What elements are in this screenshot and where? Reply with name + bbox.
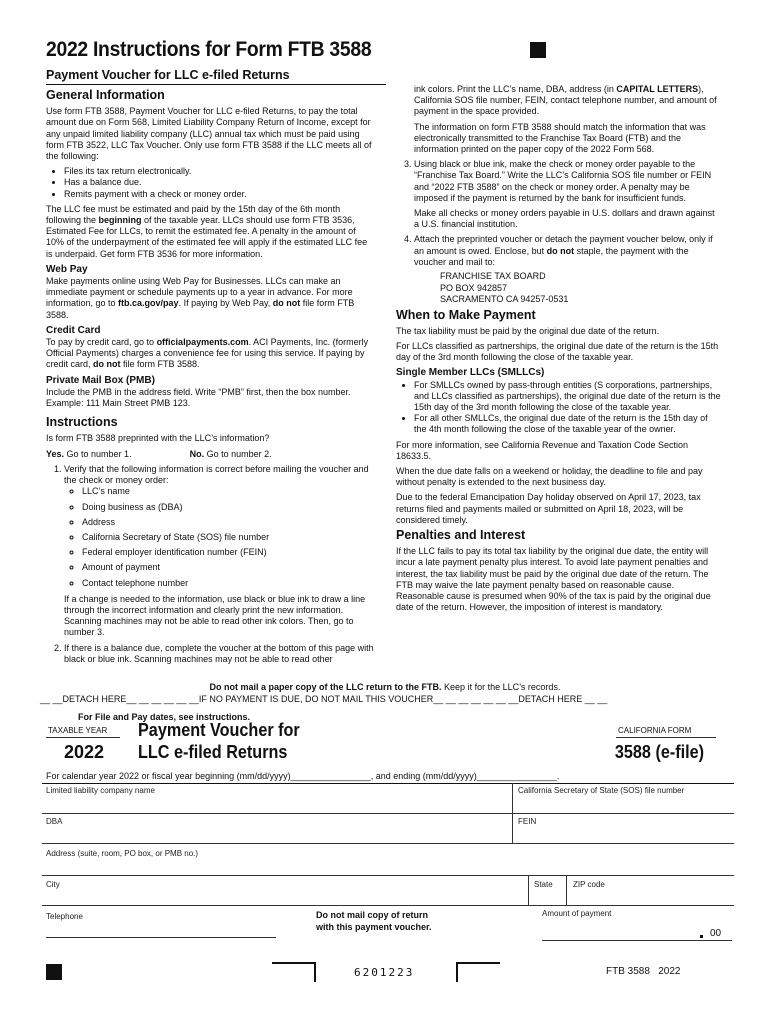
- text-run: of the taxable year. LLCs should use form FTB 3536, Estimated Fee for LLCs, to remit the estimated fee. A penalty in the amount of 10% of the underpayment of the estimated fee will apply if the estimated LLC fee is underpaid. Get form FTB 3536 for more information.: [46, 215, 368, 259]
- city-field[interactable]: [46, 890, 522, 904]
- smllc-paragraph-3: Due to the federal Emancipation Day holiday observed on April 17, 2023, tax returns filed and payments mailed or submitted on April 18, 2023, will be considered timely.: [396, 492, 701, 525]
- sos-number-label: California Secretary of State (SOS) file number: [518, 786, 685, 795]
- amount-field[interactable]: [542, 924, 698, 938]
- llc-name-label: Limited liability company name: [46, 786, 155, 795]
- voucher-title-line-2: LLC e-filed Returns: [138, 742, 288, 762]
- list-item: [414, 234, 722, 305]
- list-item: ◦ Address: [82, 517, 376, 528]
- decimal-point: [700, 935, 703, 938]
- text-run: ink colors. Print the LLC’s name, DBA, address (in: [414, 84, 617, 94]
- item1-note: If a change is needed to the information, use black or blue ink to draw a line through the incorrect information and clearly print the new information. Scanning machines may not be able to read other ink colors. Then, go to number 3.: [64, 593, 366, 638]
- verify-bullet-list: [64, 486, 376, 588]
- page-title: 2022 Instructions for Form FTB 3588: [46, 38, 372, 61]
- list-item: • For SMLLCs owned by pass-through entities (S corporations, partnerships, and LLCs classified as partnerships), the original due date of the return is the 15th day of the 3rd month following the close of the taxable year.: [414, 380, 722, 414]
- no-mail-copy-line-1: Do not mail copy of return: [316, 910, 429, 920]
- california-form-label: CALIFORNIA FORM: [618, 726, 692, 735]
- scan-bracket-left: [272, 962, 316, 982]
- no-mail-copy-line-2: with this payment voucher.: [316, 922, 432, 932]
- general-paragraph-1: Use form FTB 3588, Payment Voucher for LLC e-filed Returns, to pay the total amount due on Form 568, Limited Liability Company Return of Income, except for any unpaid limited liability company (LLC) annual tax which must be paid using form FTB 3522, LLC Tax Voucher. Only use form FTB 3588 if the LLC meets all of the following:: [46, 106, 372, 162]
- list-item: 2. If there is a balance due, complete the voucher at the bottom of this page with black or blue ink. Scanning machines may not be able to read other: [64, 643, 376, 665]
- registration-mark: [530, 42, 546, 58]
- address-line: PO BOX 942857: [440, 282, 508, 293]
- form-code: 6201223: [354, 966, 415, 979]
- address-label: Address (suite, room, PO box, or PMB no.): [46, 849, 199, 858]
- rule: [42, 783, 734, 784]
- instructions-heading: Instructions: [46, 415, 118, 430]
- item2-continued: [396, 84, 722, 118]
- text-run-bold: CAPITAL LETTERS: [616, 84, 699, 94]
- voucher-title-line-1: Payment Voucher for: [138, 720, 300, 740]
- list-item: [414, 159, 722, 230]
- when-paragraph-1: The tax liability must be paid by the original due date of the return.: [396, 325, 660, 336]
- rule: [542, 940, 732, 941]
- list-item: ◦ Amount of payment: [82, 562, 376, 573]
- state-label: State: [534, 880, 553, 889]
- text-run: file form FTB 3588.: [120, 359, 200, 370]
- dba-field[interactable]: [46, 827, 506, 841]
- official-payments-link[interactable]: officialpayments.com: [156, 337, 249, 348]
- text-run: staple, the payment with the voucher and mail to:: [414, 245, 689, 267]
- smllc-paragraph-1: For more information, see California Revenue and Taxation Code Section 18633.5.: [396, 439, 688, 461]
- amount-label: Amount of payment: [542, 909, 612, 918]
- list-item: ◦ California Secretary of State (SOS) file number: [82, 532, 376, 543]
- page-subtitle: Payment Voucher for LLC e-filed Returns: [46, 68, 290, 82]
- tax-year: 2022: [64, 742, 105, 762]
- rule: [42, 905, 734, 906]
- text-run-bold: do not: [272, 298, 301, 309]
- penalties-heading: Penalties and Interest: [396, 528, 526, 542]
- list-item: • Remits payment with a check or money order.: [64, 189, 376, 200]
- title-rule: [46, 84, 386, 85]
- list-item: [64, 464, 376, 639]
- rule: [42, 843, 734, 844]
- text-run: file form FTB 3588.: [46, 298, 355, 320]
- yes-no-line: [46, 449, 376, 460]
- zip-label: ZIP code: [573, 880, 605, 889]
- rule: [42, 813, 734, 814]
- text-run: To pay by credit card, go to: [46, 337, 157, 348]
- llc-name-field[interactable]: [46, 796, 506, 812]
- do-not-mail-note: [0, 682, 770, 692]
- sos-number-field[interactable]: [518, 796, 728, 812]
- list-item: ◦ Doing business as (DBA): [82, 502, 376, 513]
- text-run: The LLC fee must be estimated and paid by the 15th day of the 6th month following the: [46, 203, 341, 226]
- item3-paragraph-2: Make all checks or money orders payable in U.S. dollars and drawn against a U.S. financial institution.: [414, 208, 715, 230]
- credit-card-paragraph: [46, 337, 376, 371]
- text-run: . If paying by Web Pay,: [178, 298, 273, 309]
- text-run: ), California SOS file number, FEIN, contact telephone number, and amount of payment in the space provided.: [414, 84, 717, 117]
- list-item: • For all other SMLLCs, the original due date of the return is the 15th day of the 4th month following the close of the taxable year of the owner.: [414, 413, 722, 435]
- web-pay-heading: Web Pay: [46, 263, 88, 275]
- fein-field[interactable]: [518, 827, 728, 841]
- amount-cents: 00: [710, 928, 722, 939]
- list-item: ◦ Contact telephone number: [82, 578, 376, 589]
- rule: [616, 737, 716, 738]
- text-run: . ACI Payments, Inc. (formerly Official Payments) charges a convenience fee for using this service. If paying by credit card,: [46, 337, 369, 370]
- rule: [566, 875, 567, 905]
- item2-paragraph-2: The information on form FTB 3588 should match the information that was electronically transmitted to the Franchise Tax Board (FTB) and the information printed on the paper copy of the 2022 Form 568.: [414, 121, 706, 155]
- text-run: Make payments online using Web Pay for Businesses. LLCs can make an immediate payment or schedule payments up to a year in advance. For more information, go to: [46, 276, 353, 309]
- address-field[interactable]: [46, 860, 726, 874]
- left-column: [46, 86, 376, 669]
- list-item: ◦ LLC’s name: [82, 486, 376, 497]
- city-label: City: [46, 880, 60, 889]
- state-field[interactable]: [532, 890, 562, 904]
- calendar-year-line: For calendar year 2022 or fiscal year beginning (mm/dd/yyyy)________________, and ending (mm/dd/yyyy)________________.: [46, 771, 560, 781]
- telephone-field[interactable]: [46, 922, 274, 936]
- credit-card-heading: Credit Card: [46, 324, 101, 336]
- text-run: Attach the preprinted voucher or detach the payment voucher below, only if an amount is owed. Enclose, but: [414, 234, 713, 256]
- no-label: No.: [189, 448, 205, 459]
- address-line: SACRAMENTO CA 94257-0531: [440, 294, 569, 305]
- list-item: ◦ Federal employer identification number (FEIN): [82, 547, 376, 558]
- scan-bracket-right: [456, 962, 500, 982]
- taxable-year-label: TAXABLE YEAR: [48, 726, 108, 735]
- pmb-paragraph: Include the PMB in the address field. Write “PMB” first, then the box number. Example: 111 Main Street PMB 123.: [46, 386, 351, 409]
- general-paragraph-2: [46, 204, 376, 260]
- text-run: Keep it for the LLC’s records.: [441, 682, 561, 692]
- telephone-label: Telephone: [46, 912, 83, 921]
- file-pay-note: For File and Pay dates, see instructions.: [78, 712, 251, 722]
- smllc-bullet-list: [396, 380, 722, 436]
- instructions-list-continued: [396, 159, 722, 305]
- web-pay-paragraph: [46, 276, 376, 321]
- rule: [46, 737, 120, 738]
- instructions-question: Is form FTB 3588 preprinted with the LLC’s information?: [46, 433, 270, 444]
- web-pay-link[interactable]: ftb.ca.gov/pay: [118, 298, 179, 309]
- dba-label: DBA: [46, 817, 63, 826]
- text-run-bold: do not: [546, 245, 575, 256]
- address-line: FRANCHISE TAX BOARD: [440, 271, 546, 282]
- smllc-heading: Single Member LLCs (SMLLCs): [396, 367, 545, 379]
- footer-form-id: FTB 3588 2022: [606, 966, 681, 977]
- text-run: Go to number 1.: [64, 448, 132, 459]
- text-run-bold: Do not mail a paper copy of the LLC return to the FTB.: [209, 682, 442, 692]
- rule: [42, 875, 734, 876]
- when-paragraph-2: For LLCs classified as partnerships, the original due date of the return is the 15th day of the 3rd month following the close of the taxable year.: [396, 340, 719, 363]
- rule: [528, 875, 529, 905]
- general-bullet-list: [46, 166, 376, 200]
- detach-line: __ __DETACH HERE__ __ __ __ __ __IF NO PAYMENT IS DUE, DO NOT MAIL THIS VOUCHER__ __ __ __ __ __ __DETACH HERE __ __: [40, 694, 608, 704]
- yes-label: Yes.: [46, 448, 65, 459]
- text-run-bold: beginning: [98, 215, 142, 226]
- rule: [46, 937, 276, 938]
- form-number: 3588 (e-file): [614, 742, 704, 762]
- when-to-pay-heading: When to Make Payment: [396, 307, 536, 322]
- registration-mark: [46, 964, 62, 980]
- text-run: Go to number 2.: [204, 448, 272, 459]
- mailing-address: [440, 271, 722, 306]
- general-information-heading: General Information: [46, 88, 165, 102]
- pmb-heading: Private Mail Box (PMB): [46, 374, 155, 386]
- right-column: [396, 84, 722, 617]
- text-run: Verify that the following information is correct before mailing the voucher and the check or money order:: [64, 463, 369, 486]
- zip-field[interactable]: [570, 890, 728, 904]
- list-item: • Has a balance due.: [64, 177, 376, 188]
- penalties-paragraph: If the LLC fails to pay its total tax liability by the original due date, the entity will incur a late payment penalty plus interest. To avoid late payment penalties and interest, the tax liability must be paid by the original due date of the return. The FTB may waive the late payment penalty based on reasonable cause. Reasonable cause is presumed when 90% of the tax is paid by the original due date of the return. However, the imposition of interest is mandatory.: [396, 546, 711, 613]
- item3-text: 3. Using black or blue ink, make the check or money order payable to the “Franchise Tax Board.” Write the LLC’s California SOS file number or FEIN and “2022 FTB 3588” on the check or money order. A penalty may be imposed if the payment is returned by the bank for insufficient funds.: [414, 159, 712, 203]
- smllc-paragraph-2: When the due date falls on a weekend or holiday, the deadline to file and pay without penalty is extended to the next business day.: [396, 465, 703, 488]
- text-run-bold: do not: [93, 359, 121, 370]
- instructions-list: [46, 464, 376, 665]
- fein-label: FEIN: [518, 817, 537, 826]
- list-item: • Files its tax return electronically.: [64, 166, 376, 177]
